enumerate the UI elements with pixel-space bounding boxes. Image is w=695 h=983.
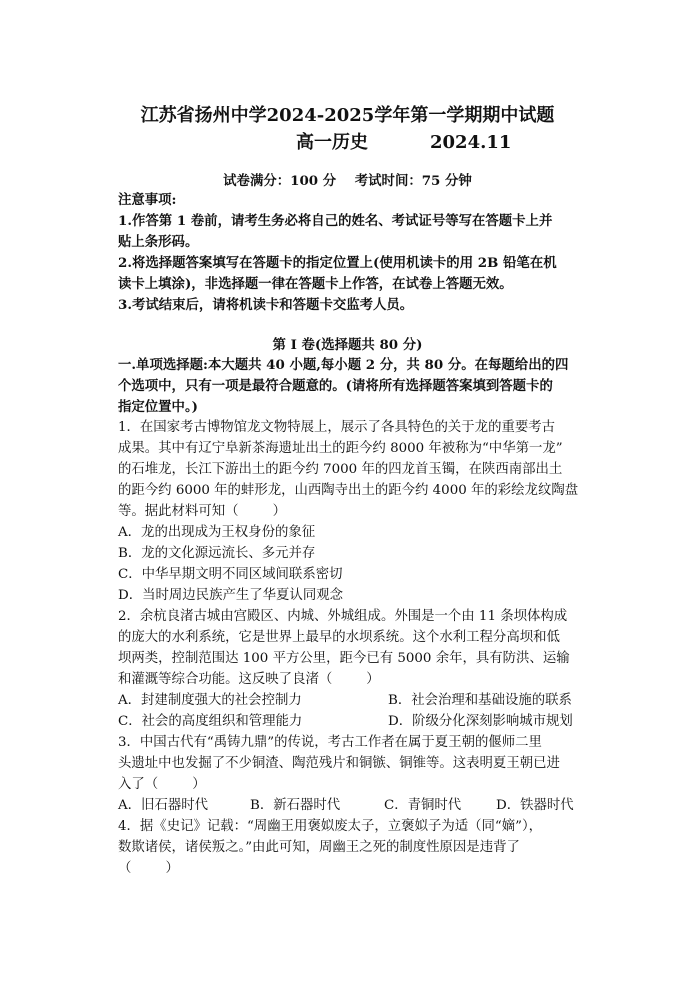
question-1-stem: 成果。其中有辽宁阜新茶海遗址出土的距今约 8000 年被称为“中华第一龙” — [118, 441, 563, 456]
question-1-option-b: B．龙的文化源远流长、多元并存 — [118, 546, 316, 561]
question-2-stem: 和灌溉等综合功能。这反映了良渚（ ） — [118, 672, 380, 687]
section-instructions: 指定位置中。) — [118, 399, 198, 415]
question-2-option-d: D．阶级分化深刻影响城市规划 — [388, 714, 573, 729]
question-2-option-b: B．社会治理和基础设施的联系 — [388, 693, 572, 708]
question-3-option-d: D．铁器时代 — [496, 798, 574, 813]
question-1-option-a: A．龙的出现成为王权身份的象征 — [118, 525, 316, 540]
question-1-option-c: C．中华早期文明不同区域间联系密切 — [118, 567, 343, 582]
question-1-option-d: D．当时周边民族产生了华夏认同观念 — [118, 588, 343, 603]
question-4-stem: 数欺诸侯，诸侯叛之。”由此可知，周幽王之死的制度性原因是违背了 — [118, 840, 520, 855]
question-2-stem: 的庞大的水利系统，它是世界上最早的水坝系统。这个水利工程分高坝和低 — [118, 630, 560, 645]
question-1-stem: 的距今约 6000 年的蚌形龙，山西陶寺出土的距今约 4000 年的彩绘龙纹陶盘 — [118, 483, 579, 498]
question-3-option-a: A．旧石器时代 — [118, 798, 209, 813]
question-2-stem: 坝两类，控制范围达 100 平方公里，距今已有 5000 余年，具有防洪、运输 — [118, 651, 570, 666]
notice-heading: 注意事项: — [118, 192, 177, 208]
question-1-stem: 1．在国家考古博物馆龙文物特展上，展示了各具特色的关于龙的重要考古 — [118, 420, 556, 435]
notice-line: 3.考试结束后，请将机读卡和答题卡交监考人员。 — [118, 297, 414, 313]
section-title: 第 I 卷(选择题共 80 分) — [272, 337, 423, 353]
question-1-stem: 的石堆龙，长江下游出土的距今约 7000 年的四龙首玉镯，在陕西南部出土 — [118, 462, 563, 477]
question-3-option-c: C．青铜时代 — [384, 798, 462, 813]
question-3-stem: 3．中国古代有“禹铸九鼎”的传说，考古工作者在属于夏王朝的偃师二里 — [118, 735, 542, 750]
question-1-stem: 等。据此材料可知（ ） — [118, 504, 286, 519]
question-3-stem: 入了（ ） — [118, 777, 206, 792]
question-2-stem: 2．余杭良渚古城由宫殿区、内城、外城组成。外围是一个由 11 条坝体构成 — [118, 609, 568, 624]
question-3-stem: 头遗址中也发掘了不少铜渣、陶范残片和铜镞、铜锥等。这表明夏王朝已进 — [118, 756, 560, 771]
question-4-stem: 4．据《史记》记载：“周幽王用褒姒废太子，立褒姒子为适（同“嫡”）， — [118, 819, 543, 834]
question-3-option-b: B．新石器时代 — [250, 798, 341, 813]
notice-line: 1.作答第 1 卷前，请考生务必将自己的姓名、考试证号等写在答题卡上并 — [118, 213, 553, 229]
question-2-option-c: C．社会的高度组织和管理能力 — [118, 714, 303, 729]
exam-date: 2024.11 — [430, 132, 512, 153]
notice-line: 贴上条形码。 — [118, 234, 199, 250]
section-instructions: 个选项中，只有一项是最符合题意的。(请将所有选择题答案填到答题卡的 — [118, 378, 553, 394]
notice-line: 读卡上填涂)，非选择题一律在答题卡上作答，在试卷上答题无效。 — [118, 276, 513, 292]
section-instructions: 一.单项选择题:本大题共 40 小题,每小题 2 分，共 80 分。在每题给出的四 — [118, 357, 569, 373]
question-4-stem: （ ） — [118, 861, 179, 876]
question-2-option-a: A．封建制度强大的社会控制力 — [118, 693, 302, 708]
exam-subtitle — [296, 128, 511, 154]
notice-line: 2.将选择题答案填写在答题卡的指定位置上(使用机读卡的用 2B 铅笔在机 — [118, 255, 557, 271]
exam-title: 江苏省扬州中学2024-2025学年第一学期期中试题 — [140, 105, 555, 126]
exam-info: 试卷满分：100 分 考试时间：75 分钟 — [223, 173, 472, 189]
subject-label: 高一历史 — [296, 132, 368, 153]
